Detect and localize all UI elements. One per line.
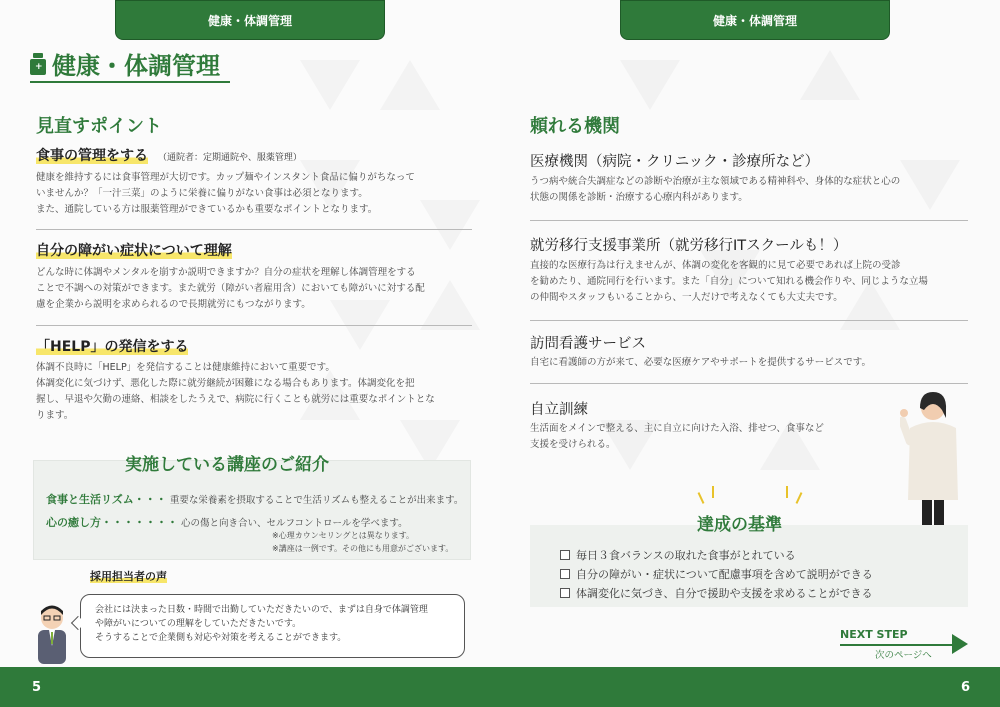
text-line: そうすることで企業側も対応や対策を考えることができます。 — [95, 633, 347, 643]
item-heading-help — [36, 336, 188, 356]
text-line: 直接的な医療行為は行えませんが、体調の変化を客観的に見て必要であれば上院の受診 — [530, 260, 901, 271]
page-title-text: 健康・体調管理 — [52, 52, 220, 80]
course-title: 実施している講座のご紹介 — [125, 455, 329, 475]
course-row-mind — [46, 514, 408, 530]
text-line: 健康を維持するには食事管理が大切です。カップ麺やインスタント食品に偏りがちなって — [36, 172, 415, 183]
medicine-bottle-icon: + — [30, 53, 46, 75]
item-note: （通院者：定期通院や、服薬管理） — [158, 153, 302, 163]
text-line: 慮を企業から説明を求められるので長期就労にもつながります。 — [36, 299, 311, 310]
item-heading-understand — [36, 240, 232, 260]
arrow-right-icon[interactable] — [952, 634, 968, 654]
title-underline — [30, 81, 230, 83]
org-heading-nursing: 訪問看護サービス — [530, 336, 646, 352]
next-arrow-line — [840, 644, 960, 646]
text-line: 体調不良時に「HELP」を発信することは健康維持において重要です。 — [36, 362, 335, 373]
text-line: 自宅に看護師の方が来て、必要な医療ケアやサポートを提供するサービスです。 — [530, 357, 872, 368]
spark-decoration — [712, 486, 714, 498]
org-heading-employment: 就労移行支援事業所（就労移行ITスクールも！） — [530, 238, 848, 254]
criteria-item — [560, 566, 873, 582]
header-tab: 健康・体調管理 — [115, 0, 385, 40]
text-line: どんな時に体調やメンタルを崩すか説明できますか？自分の症状を理解し体調管理をする — [36, 267, 416, 278]
text-line: 状態の関係を診断・治療する心療内科があります。 — [530, 192, 748, 203]
course-name: 食事と生活リズム・・・ — [46, 493, 167, 506]
recruiter-illustration — [32, 600, 72, 664]
divider — [530, 220, 968, 221]
org-body-nursing — [530, 355, 871, 371]
text-line: を勧めたり、通院同行を行います。また「自分」について知れる機会作りや、同じような立場 — [530, 276, 928, 287]
item-heading-text: 食事の管理をする — [36, 148, 148, 164]
page-number: 6 — [960, 680, 970, 695]
text-line: いませんか？「一汁三菜」のように栄養に偏りがない食事は必須となります。 — [36, 188, 368, 199]
text-line: 生活面をメインで整える、主に自立に向けた入浴、排せつ、食事など — [530, 423, 824, 434]
course-desc: 心の傷と向き合い、セルフコントロールを学べます。 — [181, 518, 408, 529]
criteria-text: 体調変化に気づき、自分で援助や支援を求めることができる — [576, 587, 873, 600]
text-line: 握し、早退や欠勤の連絡、相談をしたうえで、病院に行くことも就労には重要なポイントとな — [36, 394, 435, 405]
text-line: ことで不調への対策ができます。また就労（障がい者雇用含）においても障がいに対する配 — [36, 283, 425, 294]
footer-bar — [0, 667, 500, 707]
text-line: ります。 — [36, 410, 74, 421]
criteria-item — [560, 585, 873, 601]
divider — [36, 325, 472, 326]
item-body-meal — [36, 170, 415, 218]
org-heading-independence: 自立訓練 — [530, 402, 588, 418]
section-title-orgs: 頼れる機関 — [530, 116, 620, 137]
divider — [530, 320, 968, 321]
org-body-medical — [530, 174, 900, 206]
text-line: また、通院している方は服薬管理ができているかも重要なポイントとなります。 — [36, 204, 378, 215]
org-body-independence — [530, 421, 824, 453]
course-note: ※心理カウンセリングとは異なります。 — [272, 531, 415, 540]
page-title — [30, 46, 220, 81]
text-line: や障がいについての理解をしていただきたいです。 — [95, 619, 302, 629]
next-step-label[interactable]: NEXT STEP — [840, 628, 908, 641]
item-body-understand — [36, 265, 425, 313]
header-tab: 健康・体調管理 — [620, 0, 890, 40]
course-note: ※講座は一例です。その他にも用意がございます。 — [272, 544, 454, 553]
criteria-text: 自分の障がい・症状について配慮事項を含めて説明ができる — [576, 568, 873, 581]
criteria-title: 達成の基準 — [697, 515, 782, 535]
item-body-help — [36, 360, 435, 424]
org-body-employment — [530, 258, 928, 306]
checkbox[interactable] — [560, 569, 570, 579]
voice-title — [90, 568, 167, 584]
text-line: うつ病や統合失調症などの診断や治療が主な領域である精神科や、身体的な症状と心の — [530, 176, 901, 187]
text-line: 会社には決まった日数・時間で出勤していただきたいので、まずは自身で体調管理 — [95, 605, 428, 615]
next-page-label[interactable]: 次のページへ — [875, 650, 932, 661]
item-heading-text: 自分の障がい症状について理解 — [36, 243, 232, 259]
divider — [530, 383, 968, 384]
course-name: 心の癒し方・・・・・・・ — [46, 516, 178, 529]
staff-illustration — [900, 388, 962, 528]
footer-bar — [500, 667, 1000, 707]
recruiter-speech-bubble — [80, 594, 465, 658]
criteria-text: 毎日３食バランスの取れた食事がとれている — [576, 549, 796, 562]
spark-decoration — [786, 486, 788, 498]
checkbox[interactable] — [560, 550, 570, 560]
text-line: 支援を受けられる。 — [530, 439, 616, 450]
course-desc: 重要な栄養素を摂取することで生活リズムも整えることが出来ます。 — [169, 495, 464, 506]
page-number: 5 — [32, 680, 42, 695]
text-line: の仲間やスタッフもいることから、一人だけで考えなくても大丈夫です。 — [530, 292, 843, 303]
text-line: 体調変化に気づけず、悪化した際に就労継続が困難になる場合もあります。体調変化を把 — [36, 378, 415, 389]
checkbox[interactable] — [560, 588, 570, 598]
item-heading-meal — [36, 145, 302, 165]
divider — [36, 229, 472, 230]
voice-title-text: 採用担当者の声 — [90, 570, 167, 583]
course-row-meal — [46, 491, 463, 507]
criteria-item — [560, 547, 796, 563]
section-title: 見直すポイント — [36, 116, 162, 137]
org-heading-medical: 医療機関（病院・クリニック・診療所など） — [530, 154, 820, 170]
item-heading-text: 「HELP」の発信をする — [36, 339, 189, 355]
